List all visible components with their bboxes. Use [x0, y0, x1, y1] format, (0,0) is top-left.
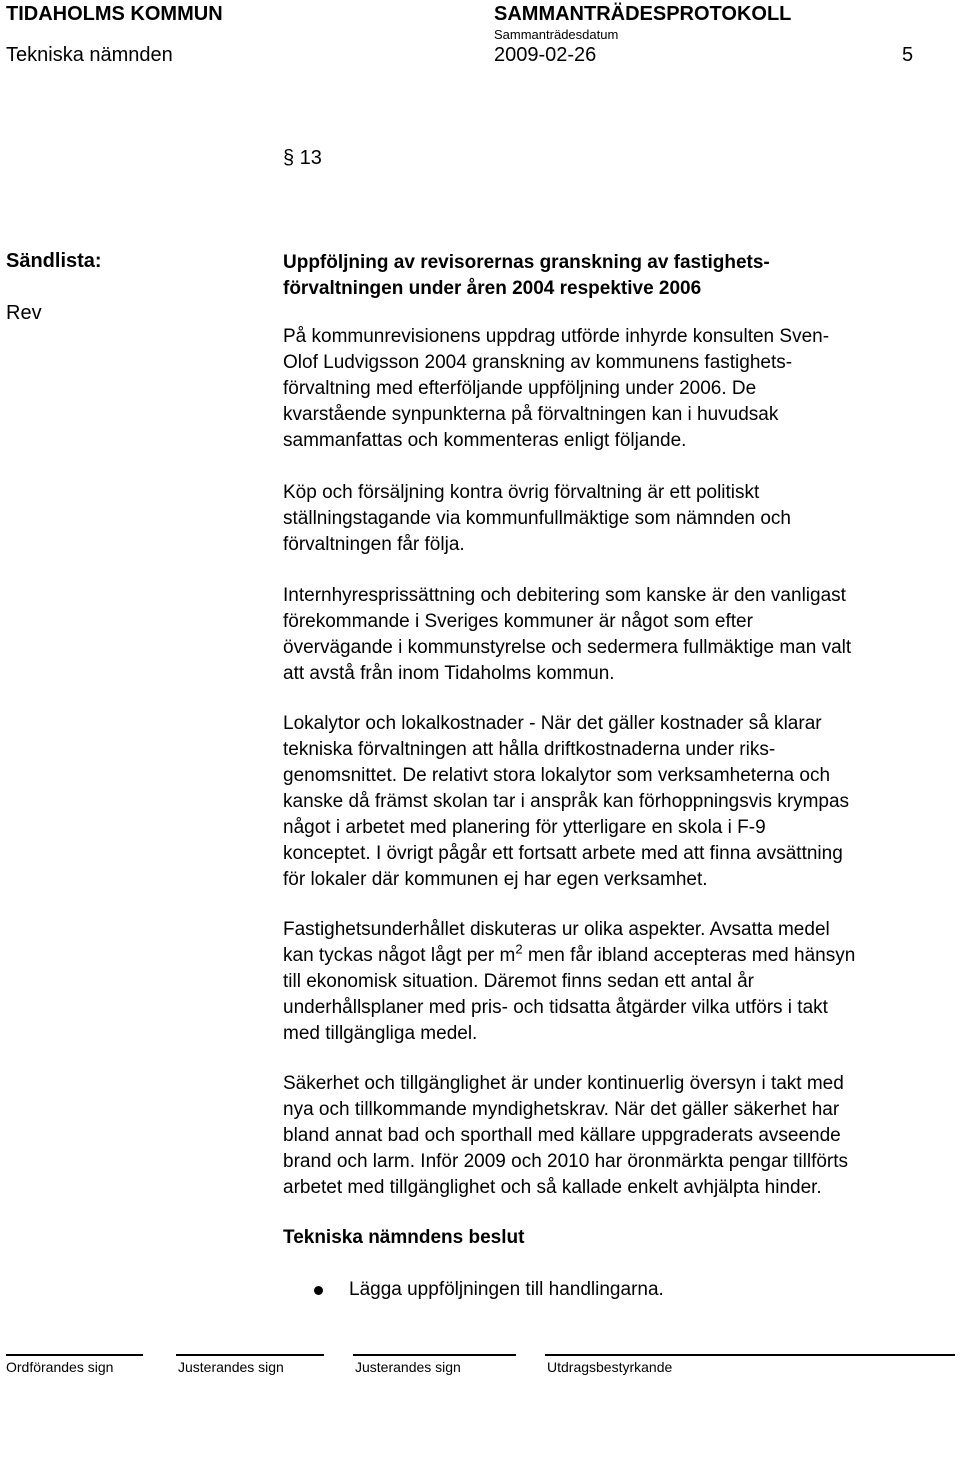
text-line: sammanfattas och kommenteras enligt följande.	[283, 430, 687, 451]
text-line: kanske då främst skolan tar i anspråk kan förhoppningsvis krympas	[283, 791, 850, 812]
chair-signature-label: Ordförandes sign	[6, 1359, 114, 1375]
signature-line	[353, 1354, 516, 1356]
text-line: Fastighetsunderhållet diskuteras ur olika aspekter. Avsatta medel	[283, 919, 830, 940]
text-line: förekommande i Sveriges kommuner är något som efter	[283, 611, 753, 632]
decision-heading: Tekniska nämndens beslut	[283, 1227, 525, 1248]
text-line: med tillgängliga medel.	[283, 1023, 478, 1044]
date-label: Sammanträdesdatum	[494, 27, 619, 42]
distribution-recipient: Rev	[6, 302, 42, 324]
decision-item: Lägga uppföljningen till handlingarna.	[349, 1279, 664, 1300]
signature-line	[6, 1354, 143, 1356]
text-line: Lokalytor och lokalkostnader - När det gäller kostnader så klarar	[283, 713, 822, 734]
paragraph-premises	[283, 711, 953, 893]
text-line: övervägande i kommunstyrelse och sedermera fullmäktige man valt	[283, 637, 852, 658]
adjuster-signature-label: Justerandes sign	[355, 1359, 461, 1375]
paragraph-intro	[283, 324, 953, 454]
paragraph-safety	[283, 1071, 953, 1201]
text-line: till ekonomisk situation. Däremot finns sedan ett antal år	[283, 971, 755, 992]
item-title-line: Uppföljning av revisorernas granskning av fastighets-	[283, 252, 770, 273]
meeting-date: 2009-02-26	[494, 44, 597, 66]
text-fragment: kan tyckas något lågt per m	[283, 945, 516, 966]
text-line: brand och larm. Inför 2009 och 2010 har öronmärkta pengar tillförts	[283, 1151, 849, 1172]
text-line: Säkerhet och tillgänglighet är under kontinuerlig översyn i takt med	[283, 1073, 844, 1094]
text-line: På kommunrevisionens uppdrag utförde inhyrde konsulten Sven-	[283, 326, 830, 347]
text-fragment: men får ibland accepteras med hänsyn	[522, 945, 856, 966]
superscript: 2	[515, 941, 523, 957]
distribution-list-label: Sändlista:	[6, 250, 102, 272]
text-line: för lokaler där kommunen ej har egen verksamhet.	[283, 869, 708, 890]
text-line: förvaltning med efterföljande uppföljning under 2006. De	[283, 378, 757, 399]
page-number: 5	[902, 44, 914, 66]
paragraph-internal-rent	[283, 583, 953, 687]
section-number: § 13	[283, 147, 322, 169]
text-line: Internhyresprissättning och debitering som kanske är den vanligast	[283, 585, 846, 606]
text-line: bland annat bad och sporthall med källare uppgraderats avseende	[283, 1125, 841, 1146]
text-line	[283, 943, 953, 969]
text-line: något i arbetet med planering för ytterligare en skola i F-9	[283, 817, 766, 838]
text-line: ställningstagande via kommunfullmäktige som nämnden och	[283, 508, 791, 529]
bullet-icon	[314, 1286, 323, 1295]
text-line: förvaltningen får följa.	[283, 534, 465, 555]
text-line: kvarstående synpunkterna på förvaltningen kan i huvudsak	[283, 404, 779, 425]
text-line: Olof Ludvigsson 2004 granskning av kommunens fastighets-	[283, 352, 793, 373]
text-line: konceptet. I övrigt pågår ett fortsatt arbete med att finna avsättning	[283, 843, 843, 864]
text-line: underhållsplaner med pris- och tidsatta åtgärder vilka utförs i takt	[283, 997, 828, 1018]
text-line: att avstå från inom Tidaholms kommun.	[283, 663, 615, 684]
text-line: tekniska förvaltningen att hålla driftkostnaderna under riks-	[283, 739, 776, 760]
signature-line	[176, 1354, 324, 1356]
adjuster-signature-label: Justerandes sign	[178, 1359, 284, 1375]
paragraph-purchase-sale	[283, 480, 953, 558]
municipality-name: TIDAHOLMS KOMMUN	[6, 3, 223, 25]
item-title-line: förvaltningen under åren 2004 respektive 2006	[283, 278, 702, 299]
text-line: arbetet med tillgänglighet och så kallade enkelt avhjälpta hinder.	[283, 1177, 822, 1198]
item-title	[283, 250, 953, 302]
paragraph-maintenance	[283, 917, 953, 1047]
text-line: Köp och försäljning kontra övrig förvaltning är ett politiskt	[283, 482, 760, 503]
text-line: genomsnittet. De relativt stora lokalytor som verksamheterna och	[283, 765, 831, 786]
committee-name: Tekniska nämnden	[6, 44, 173, 66]
text-line: nya och tillkommande myndighetskrav. När det gäller säkerhet har	[283, 1099, 840, 1120]
document-type: SAMMANTRÄDESPROTOKOLL	[494, 3, 792, 25]
signature-line	[545, 1354, 955, 1356]
extract-certification-label: Utdragsbestyrkande	[547, 1359, 673, 1375]
